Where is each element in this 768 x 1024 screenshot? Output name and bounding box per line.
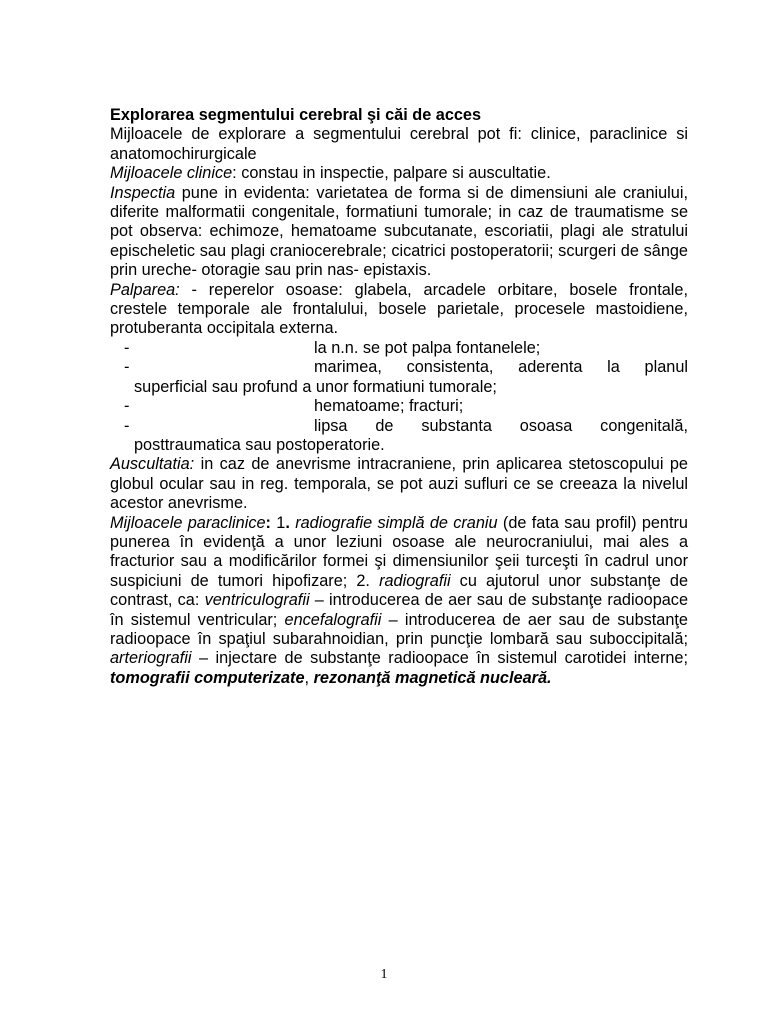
bullet-dash: - [124, 358, 130, 377]
paraclinical-term-3: radiografii [379, 571, 451, 590]
paraclinical-text-10: – injectare de substanţe radioopace în sistemul carotidei interne; [191, 649, 688, 668]
paraclinical-dot: . [285, 513, 290, 532]
bullet-continuation: superficial sau profund a unor formatiuni tumorale; [134, 377, 497, 396]
paraclinical-term-9: arteriografii [110, 649, 192, 668]
bullet-dash: - [124, 338, 130, 357]
auscultation-paragraph [110, 455, 688, 513]
auscultation-text: in caz de anevrisme intracraniene, prin aplicarea stetoscopului pe globul ocular sau in reg. temporala, se pot auzi sufluri ce se creeaza la nivelul acestor anevrisme. [110, 455, 688, 513]
bullet-continuation: posttraumatica sau postoperatorie. [134, 435, 385, 454]
paraclinical-text-12: , [304, 668, 314, 687]
paraclinical-colon: : [265, 513, 271, 532]
auscultation-label: Auscultatia: [110, 455, 195, 474]
inspection-text: pune in evidenta: varietatea de forma si de dimensiuni ale craniului, diferite malformatii congenitale, formatiuni tumorale; in caz de traumatisme se pot observa: echimoze, hematoame subcutanate, escoriatii, plagi ale stratului epischeletic sau plagi craniocerebrale; cicatrici postoperatorii; scurgeri de sânge prin ureche- otoragie sau prin nas- epistaxis. [110, 183, 688, 280]
intro-paragraph: Mijloacele de explorare a segmentului cerebral pot fi: clinice, paraclinice si anatomochirurgicale [110, 125, 688, 163]
palpation-label: Palparea: [110, 280, 180, 299]
clinical-text: : constau in inspectie, palpare si auscultatie. [232, 164, 551, 183]
bullet-dash: - [124, 416, 130, 435]
paraclinical-text-8: – introducerea de aer sau de substanţe radioopace în spaţiul subarahnoidian, prin puncţie lombară sau suboccipitală; [110, 610, 688, 648]
paraclinical-term-5: ventriculografii [204, 591, 310, 610]
page-number: 1 [380, 967, 388, 982]
document-title: Explorarea segmentului cerebral şi căi de acces [110, 106, 482, 124]
paraclinical-term-11: tomografii computerizate [110, 668, 305, 687]
paraclinical-paragraph [110, 514, 688, 689]
bullet-text: hematoame; fracturi; [314, 397, 464, 416]
bullet-dash: - [124, 397, 130, 416]
bullet-text: lipsa de substanta osoasa congenitală, [314, 416, 688, 435]
palpation-paragraph [110, 281, 688, 339]
document-page [110, 106, 688, 688]
inspection-paragraph [110, 184, 688, 281]
paraclinical-term-13: rezonanţă magnetică nucleară. [313, 668, 552, 687]
bullet-text: marimea, consistenta, aderenta la planul [314, 358, 688, 377]
bullet-text: la n.n. se pot palpa fontanelele; [314, 338, 541, 357]
clinical-paragraph [110, 164, 688, 183]
list-item [124, 417, 688, 436]
paraclinical-num1: 1 [270, 513, 286, 532]
list-item [124, 358, 688, 377]
paraclinical-text-6: – introducerea de aer sau de substanţe radioopace în sistemul ventricular; [110, 591, 688, 629]
paraclinical-label: Mijloacele paraclinice [110, 513, 266, 532]
list-item [124, 339, 688, 358]
paraclinical-text-4: cu ajutorul unor substanţe de contrast, ca: [110, 571, 689, 610]
list-item [124, 397, 688, 416]
inspection-label: Inspectia [110, 183, 176, 202]
palpation-text: - reperelor osoase: glabela, arcadele orbitare, bosele frontale, crestele temporale ale frontalului, bosele parietale, procesele mastoidiene, protuberanta occipitala externa. [110, 280, 688, 338]
clinical-label: Mijloacele clinice [110, 164, 233, 183]
paraclinical-term-1: radiografie simplă de craniu [295, 513, 498, 532]
paraclinical-term-7: encefalografii [284, 610, 382, 629]
paraclinical-text-2: (de fata sau profil) pentru punerea în evidenţă a unor leziuni osoase ale neurocraniului, mai ales a fracturior sau a modificărilor formei şi dimensiunilor şeii turceşti în cadrul unor suspiciuni de tumori hipofizare; 2. [110, 513, 688, 590]
